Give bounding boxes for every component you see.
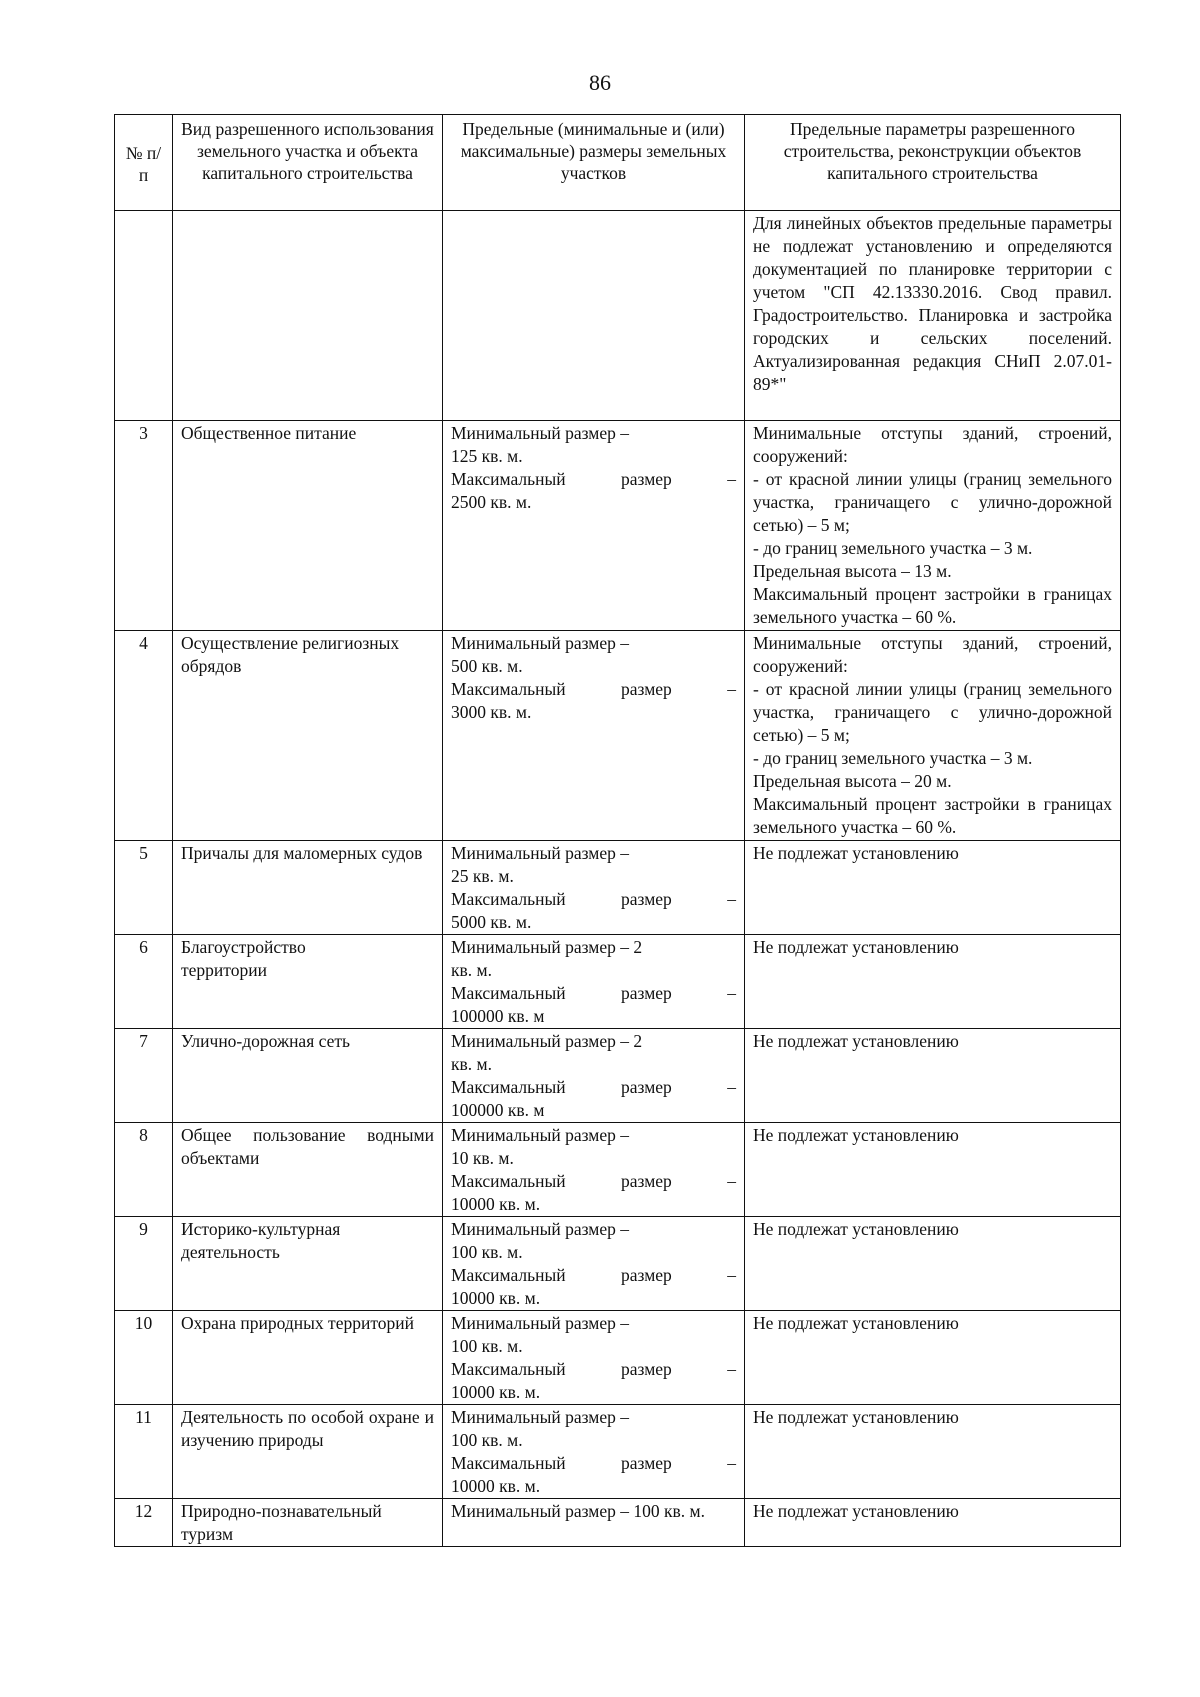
cell-use: Деятельность по особой охране и изучению природы (173, 1405, 443, 1499)
table-header-row (115, 115, 1121, 211)
table-row (115, 1029, 1121, 1123)
cell-params: Не подлежат установлению (745, 1029, 1121, 1123)
cell-size (443, 1405, 745, 1499)
cell-params: Не подлежат установлению (745, 1499, 1121, 1547)
cell-size (443, 841, 745, 935)
cell-size (443, 1123, 745, 1217)
params-line: - до границ земельного участка – 3 м. (753, 538, 1033, 558)
cell-params: Не подлежат установлению (745, 935, 1121, 1029)
cell-size (443, 631, 745, 841)
cell-number: 10 (115, 1311, 173, 1405)
page-number: 86 (589, 70, 611, 95)
size-max-value: 10000 кв. м. (451, 1382, 541, 1402)
cell-params: Не подлежат установлению (745, 1217, 1121, 1311)
size-min: Минимальный размер – 100 кв. м. (451, 1313, 630, 1356)
table-row-continuation (115, 211, 1121, 421)
cell-params: Не подлежат установлению (745, 841, 1121, 935)
size-min: Минимальный размер – 2 кв. м. (451, 937, 643, 980)
table-row (115, 1311, 1121, 1405)
cell-number: 8 (115, 1123, 173, 1217)
cell-size (443, 935, 745, 1029)
table-row (115, 935, 1121, 1029)
cell-number: 4 (115, 631, 173, 841)
header-plot-size: Предельные (минимальные и (или) максимальные) размеры земельных участков (443, 115, 745, 211)
table-row (115, 1123, 1121, 1217)
cell-use: Осуществление религиозных обрядов (173, 631, 443, 841)
cell-use: Причалы для маломерных судов (173, 841, 443, 935)
cell-number: 7 (115, 1029, 173, 1123)
size-min: Минимальный размер – 125 кв. м. (451, 423, 630, 466)
params-line: Минимальные отступы зданий, строений, сооружений: (753, 423, 1112, 466)
cell-use: Улично-дорожная сеть (173, 1029, 443, 1123)
cell-params: Не подлежат установлению (745, 1123, 1121, 1217)
size-max-label: Максимальный размер – (451, 983, 736, 1003)
cell-use (173, 211, 443, 421)
cell-params: Для линейных объектов предельные параметры не подлежат установлению и определяются документацией по планировке территории с учетом "СП 42.13330.2016. Свод правил. Градостроительство. Планировка и застройка городских и сельских поселений. Актуализированная редакция СНиП 2.07.01-89*" (745, 211, 1121, 421)
size-max-value: 100000 кв. м (451, 1006, 545, 1026)
params-line: Предельная высота – 20 м. (753, 771, 952, 791)
cell-size (443, 1311, 745, 1405)
cell-number (115, 211, 173, 421)
cell-use: Общественное питание (173, 421, 443, 631)
header-use-type: Вид разрешенного использования земельного участка и объекта капитального строительства (173, 115, 443, 211)
cell-number: 11 (115, 1405, 173, 1499)
params-line: Предельная высота – 13 м. (753, 561, 952, 581)
cell-use: Общее пользование водными объектами (173, 1123, 443, 1217)
size-max-value: 10000 кв. м. (451, 1288, 541, 1308)
table-row (115, 631, 1121, 841)
params-line: Максимальный процент застройки в границах земельного участка – 60 %. (753, 584, 1112, 627)
size-max-label: Максимальный размер – (451, 1453, 736, 1473)
size-max-label: Максимальный размер – (451, 1171, 736, 1191)
cell-number: 6 (115, 935, 173, 1029)
table-row (115, 1217, 1121, 1311)
size-max-value: 5000 кв. м. (451, 912, 532, 932)
cell-params: Не подлежат установлению (745, 1405, 1121, 1499)
size-max-value: 2500 кв. м. (451, 492, 532, 512)
size-max-value: 10000 кв. м. (451, 1194, 541, 1214)
params-line: Минимальные отступы зданий, строений, сооружений: (753, 633, 1112, 676)
size-max-value: 3000 кв. м. (451, 702, 532, 722)
size-min: Минимальный размер – 100 кв. м. (451, 1407, 630, 1450)
header-number: № п/п (115, 115, 173, 211)
land-use-regulations-table (114, 114, 1121, 1547)
size-max-label: Максимальный размер – (451, 889, 736, 909)
cell-params (745, 421, 1121, 631)
cell-number: 12 (115, 1499, 173, 1547)
cell-params (745, 631, 1121, 841)
size-max-value: 10000 кв. м. (451, 1476, 541, 1496)
cell-size (443, 1029, 745, 1123)
header-construction-params: Предельные параметры разрешенного строительства, реконструкции объектов капитального строительства (745, 115, 1121, 211)
cell-use: Благоустройство территории (173, 935, 443, 1029)
cell-params: Не подлежат установлению (745, 1311, 1121, 1405)
size-max-value: 100000 кв. м (451, 1100, 545, 1120)
cell-use: Историко-культурная деятельность (173, 1217, 443, 1311)
size-min: Минимальный размер – 100 кв. м. (451, 1219, 630, 1262)
params-line: - от красной линии улицы (границ земельного участка, граничащего с улично-дорожной сетью) – 5 м; (753, 679, 1112, 745)
size-max-label: Максимальный размер – (451, 1077, 736, 1097)
size-min: Минимальный размер – 10 кв. м. (451, 1125, 630, 1168)
cell-number: 3 (115, 421, 173, 631)
size-max-label: Максимальный размер – (451, 1359, 736, 1379)
size-max-label: Максимальный размер – (451, 679, 736, 699)
size-max-label: Максимальный размер – (451, 1265, 736, 1285)
cell-use: Охрана природных территорий (173, 1311, 443, 1405)
size-max-label: Максимальный размер – (451, 469, 736, 489)
size-min: Минимальный размер – 500 кв. м. (451, 633, 630, 676)
table-row (115, 421, 1121, 631)
size-min: Минимальный размер – 2 кв. м. (451, 1031, 643, 1074)
table-row (115, 1405, 1121, 1499)
params-line: Максимальный процент застройки в границах земельного участка – 60 %. (753, 794, 1112, 837)
cell-use: Природно-познавательный туризм (173, 1499, 443, 1547)
cell-size (443, 421, 745, 631)
table-row (115, 841, 1121, 935)
params-line: - до границ земельного участка – 3 м. (753, 748, 1033, 768)
cell-size: Минимальный размер – 100 кв. м. (443, 1499, 745, 1547)
params-line: - от красной линии улицы (границ земельного участка, граничащего с улично-дорожной сетью) – 5 м; (753, 469, 1112, 535)
cell-size (443, 1217, 745, 1311)
cell-number: 9 (115, 1217, 173, 1311)
size-min: Минимальный размер – 25 кв. м. (451, 843, 630, 886)
cell-size (443, 211, 745, 421)
table-row (115, 1499, 1121, 1547)
cell-number: 5 (115, 841, 173, 935)
